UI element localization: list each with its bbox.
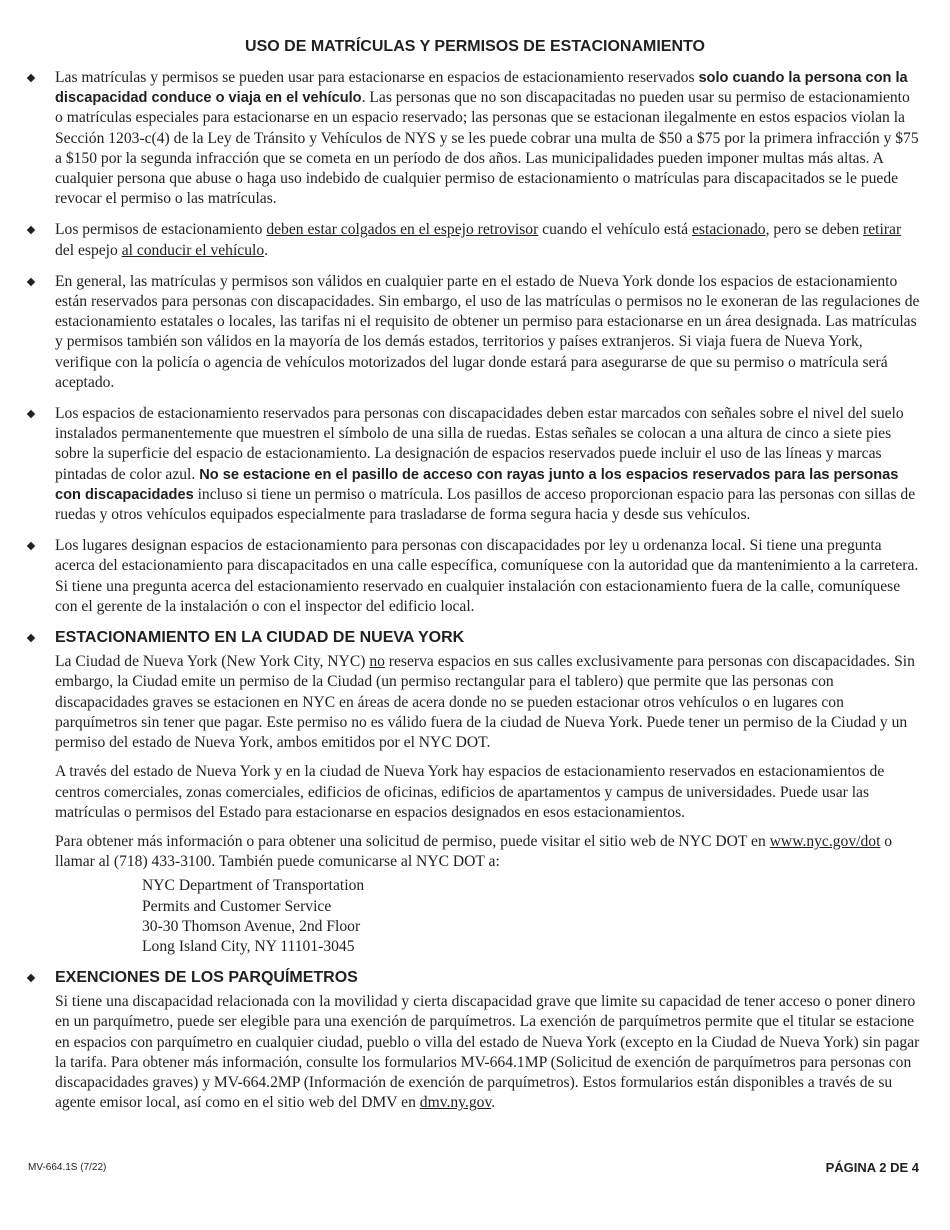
bullet-hang-permit: Los permisos de estacionamiento deben estar colgados en el espejo retrovisor cuando el vehículo está estacionado, pero se deben retirar del espejo al conducir el vehículo. [28,220,920,260]
nyc-paragraph-3: Para obtener más información o para obtener una solicitud de permiso, puede visitar el sitio web de NYC DOT en www.nyc.gov/dot o llamar al (718) 433-3100. También puede comunicarse al NYC DOT a: [55,832,893,871]
diamond-bullet-icon [27,974,35,982]
page-title: USO DE MATRÍCULAS Y PERMISOS DE ESTACIONAMIENTO [245,38,705,55]
section-nyc-parking [28,628,920,957]
bullet-local-designation: Los lugares designan espacios de estacionamiento para personas con discapacidades por ley u ordenanza local. Si tiene una pregunta acerca del estacionamiento para discapacitados en una calle específica, comuníquese con la autoridad que da mantenimiento a la carretera. Si tiene una pregunta acerca del estacionamiento reservado en cualquier instalación con estacionamiento fuera de la calle, comuníquese con el gerente de la instalación o con el inspector del edificio local. [28,536,920,617]
diamond-bullet-icon [27,74,35,82]
dmv-link[interactable]: dmv.ny.gov [419,1094,492,1112]
bullet-reserved-spaces: Los espacios de estacionamiento reservados para personas con discapacidades deben estar marcados con señales sobre el nivel del suelo instalados permanentemente que muestren el símbolo de una silla de ruedas. Estas señales se colocan a una altura de cinco a siete pies sobre la superficie del espacio de estacionamiento. La designación de espacios reservados puede incluir el uso de las líneas y marcas pintadas de color azul. No se estacione en el pasillo de acceso con rayas junto a los espacios reservados para las personas con discapacidades incluso si tiene un permiso o matrícula. Los pasillos de acceso proporcionan espacio para las personas con sillas de ruedas y otros vehículos equipados especialmente para trasladarse de forma segura hacia y desde sus vehículos. [28,404,920,525]
diamond-bullet-icon [27,226,35,234]
section-meter-exemptions [28,968,920,1113]
meters-heading: EXENCIONES DE LOS PARQUÍMETROS [55,969,358,987]
bullet-usage-rules: Las matrículas y permisos se pueden usar para estacionarse en espacios de estacionamiento reservados solo cuando la persona con la discapacidad conduce o viaja en el vehículo. Las personas que no son discapacitadas no pueden usar su permiso de estacionamiento o matrículas especiales para estacionarse en un espacio reservado; las personas que se estacionan ilegalmente en estos espacios violan la Sección 1203-c(4) de la Ley de Tránsito y Vehículos de NYS y se les puede cobrar una multa de $50 a $75 por la primera infracción y $75 a $150 por la segunda infracción que se cometa en un período de dos años. Las municipalidades pueden imponer multas más altas. A cualquier persona que abuse o haga uso indebido de cualquier permiso de estacionamiento o matrículas para discapacitados se le puede revocar el permiso o las matrículas. [28,68,920,209]
diamond-bullet-icon [27,410,35,418]
diamond-bullet-icon [27,634,35,642]
nyc-paragraph-2: A través del estado de Nueva York y en la ciudad de Nueva York hay espacios de estacionamiento reservados en estacionamientos de centros comerciales, zonas comerciales, edificios de oficinas, edificios de apartamentos y campus de universidades. Puede usar las matrículas o permisos del Estado para estacionarse en espacios designados en esos estacionamientos. [55,763,885,821]
nyc-dot-link[interactable]: www.nyc.gov/dot [769,832,881,850]
diamond-bullet-icon [27,278,35,286]
address-line: Permits and Customer Service [142,897,332,915]
nyc-paragraph-1: La Ciudad de Nueva York (New York City, NYC) no reserva espacios en sus calles exclusivamente para personas con discapacidades. Sin embargo, la Ciudad emite un permiso de la Ciudad (un permiso rectangular para el tablero) que permite que las personas con discapacidades graves se estacionen en NYC en áreas de acera donde no se pueden estacionar otros vehículos o en lugares con parquímetros sin tener que pagar. Este permiso no es válido fuera de la ciudad de Nueva York. Puede tener un permiso de la Ciudad y un permiso del estado de Nueva York, ambos emitidos por el NYC DOT. [55,653,915,752]
address-line: 30-30 Thomson Avenue, 2nd Floor [142,917,361,935]
diamond-bullet-icon [27,542,35,550]
form-number: MV-664.1S (7/22) [28,1162,107,1173]
nyc-heading: ESTACIONAMIENTO EN LA CIUDAD DE NUEVA YORK [55,629,465,647]
address-line: Long Island City, NY 11101-3045 [142,937,355,955]
meters-paragraph: Si tiene una discapacidad relacionada con la movilidad y cierta discapacidad grave que limite su capacidad de tener acceso o poner dinero en un parquímetro, puede ser elegible para una exención de parquímetros. La exención de parquímetros permite que el titular se estacione en espacios con parquímetro en cualquier ciudad, pueblo o villa del estado de Nueva York (excepto en la Ciudad de Nueva York) sin pagar la tarifa. Para obtener más información, consulte los formularios MV-664.1MP (Solicitud de exención de parquímetros para personas con discapacidades graves) y MV-664.2MP (Información de exención de parquímetros). Estos formularios están disponibles a través de su agente emisor local, así como en el sitio web del DMV en dmv.ny.gov. [55,993,920,1112]
address-line: NYC Department of Transportation [142,877,365,895]
document-body [28,68,920,1124]
page-number: PÁGINA 2 DE 4 [825,1160,919,1175]
bullet-validity: En general, las matrículas y permisos son válidos en cualquier parte en el estado de Nueva York donde los espacios de estacionamiento están reservados para personas con discapacidades. Sin embargo, el uso de las matrículas o permisos no le exoneran de las regulaciones de estacionamiento estatales o locales, las tarifas ni el requisito de obtener un permiso para estacionarse en un área designada. Las matrículas y permisos también son válidos en la mayoría de los demás estados, territorios y países extranjeros. Si viaja fuera de Nueva York, verifique con la policía o agencia de vehículos motorizados del lugar donde estará para asegurarse de que su permiso o matrícula será aceptado. [28,272,920,393]
nyc-dot-address [55,876,920,957]
